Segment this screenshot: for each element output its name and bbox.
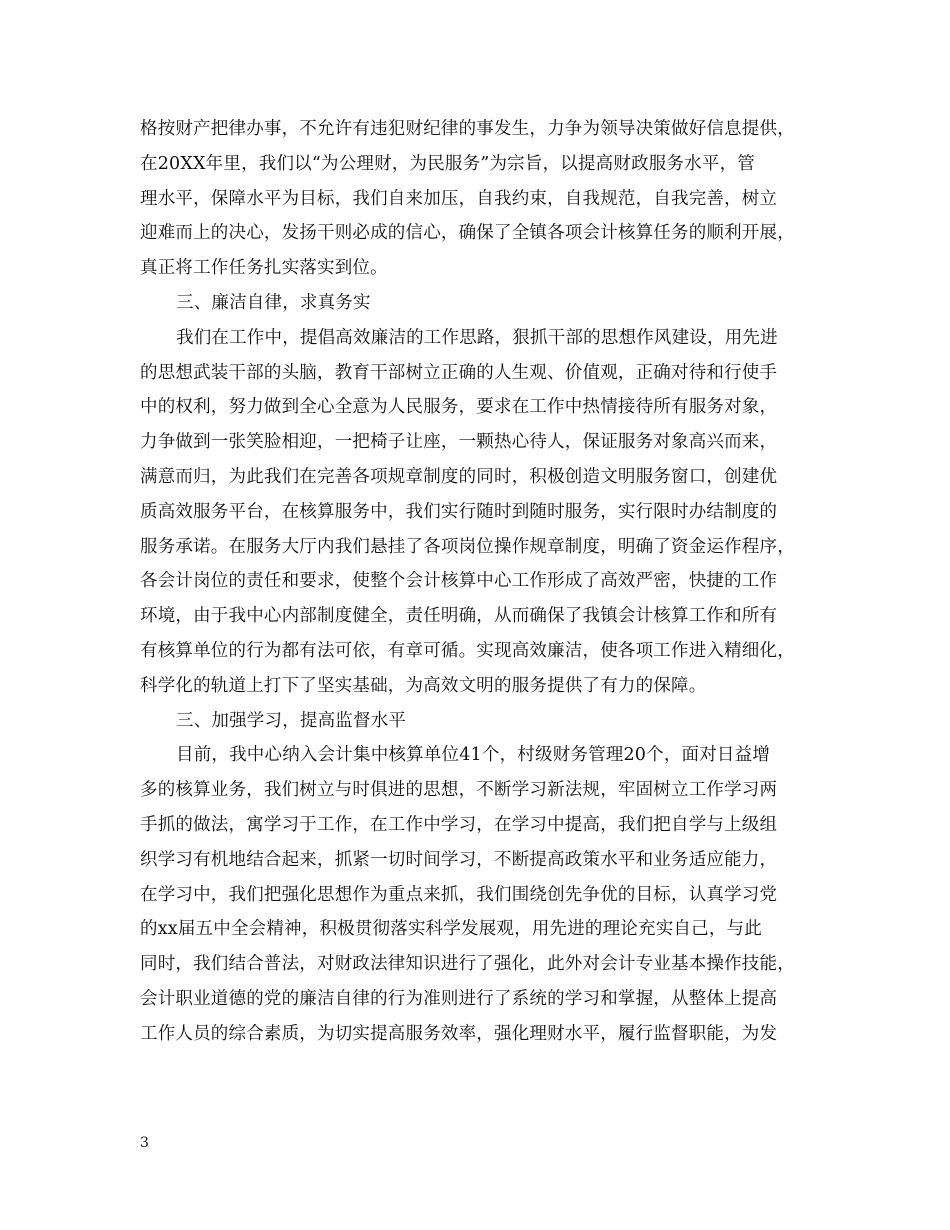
text-line: 格按财产把律办事，不允许有违犯财纪律的事发生，力争为领导决策做好信息提供，	[140, 119, 795, 139]
text-line: 服务承诺。在服务大厅内我们悬挂了各项岗位操作规章制度，明确了资金运作程序，	[140, 536, 795, 557]
text-line: 科学化的轨道上打下了坚实基础，为高效文明的服务提供了有力的保障。	[140, 675, 707, 696]
body-text	[140, 112, 830, 1052]
text-line: 真正将工作任务扎实落实到位。	[140, 258, 388, 279]
text-line: 目前，我中心纳入会计集中核算单位41个，村级财务管理20个，面对日益增	[176, 745, 771, 766]
text-line: 手抓的做法，寓学习于工作，在工作中学习，在学习中提高，我们把自学与上级组	[140, 814, 778, 835]
text-line: 有核算单位的行为都有法可依，有章可循。实现高效廉洁，使各项工作进入精细化，	[140, 640, 795, 661]
text-line: 中的权利，努力做到全心全意为人民服务，要求在工作中热情接待所有服务对象，	[140, 397, 778, 418]
text-line: 织学习有机地结合起来，抓紧一切时间学习，不断提高政策水平和业务适应能力，	[140, 849, 778, 870]
text-line: 会计职业道德的党的廉洁自律的行为准则进行了系统的学习和掌握，从整体上提高	[140, 988, 778, 1009]
text-line: 环境，由于我中心内部制度健全，责任明确，从而确保了我镇会计核算工作和所有	[140, 606, 778, 627]
text-line: 理水平，保障水平为目标，我们自来加压，自我约束，自我规范，自我完善，树立	[140, 188, 778, 209]
text-line: 在学习中，我们把强化思想作为重点来抓，我们围绕创先争优的目标，认真学习党	[140, 884, 778, 905]
text-line: 各会计岗位的责任和要求，使整个会计核算中心工作形成了高效严密，快捷的工作	[140, 571, 778, 592]
text-line: 的思想武装干部的头脑，教育干部树立正确的人生观、价值观，正确对待和行使手	[140, 362, 778, 383]
text-line: 工作人员的综合素质，为切实提高服务效率，强化理财水平，履行监督职能，为发	[140, 1023, 778, 1044]
text-line: 迎难而上的决心，发扬干则必成的信心，确保了全镇各项会计核算任务的顺利开展，	[140, 223, 795, 244]
text-line: 的xx届五中全会精神，积极贯彻落实科学发展观，用先进的理论充实自己，与此	[140, 919, 762, 940]
text-line: 在20XX年里，我们以“为公理财，为民服务”为宗旨，以提高财政服务水平，管	[140, 153, 755, 174]
text-line: 我们在工作中，提倡高效廉洁的工作思路，狠抓干部的思想作风建设，用先进	[176, 327, 778, 348]
section-heading: 三、加强学习，提高监督水平	[176, 710, 407, 731]
text-line: 多的核算业务，我们树立与时俱进的思想，不断学习新法规，牢固树立工作学习两	[140, 780, 778, 801]
text-line: 同时，我们结合普法，对财政法律知识进行了强化，此外对会计专业基本操作技能，	[140, 954, 795, 975]
text-line: 质高效服务平台，在核算服务中，我们实行随时到随时服务，实行限时办结制度的	[140, 501, 778, 522]
page-number: 3	[140, 1135, 149, 1151]
text-line: 力争做到一张笑脸相迎，一把椅子让座，一颗热心待人，保证服务对象高兴而来，	[140, 432, 778, 453]
section-heading: 三、廉洁自律，求真务实	[176, 292, 371, 313]
text-line: 满意而归，为此我们在完善各项规章制度的同时，积极创造文明服务窗口，创建优	[140, 466, 778, 487]
